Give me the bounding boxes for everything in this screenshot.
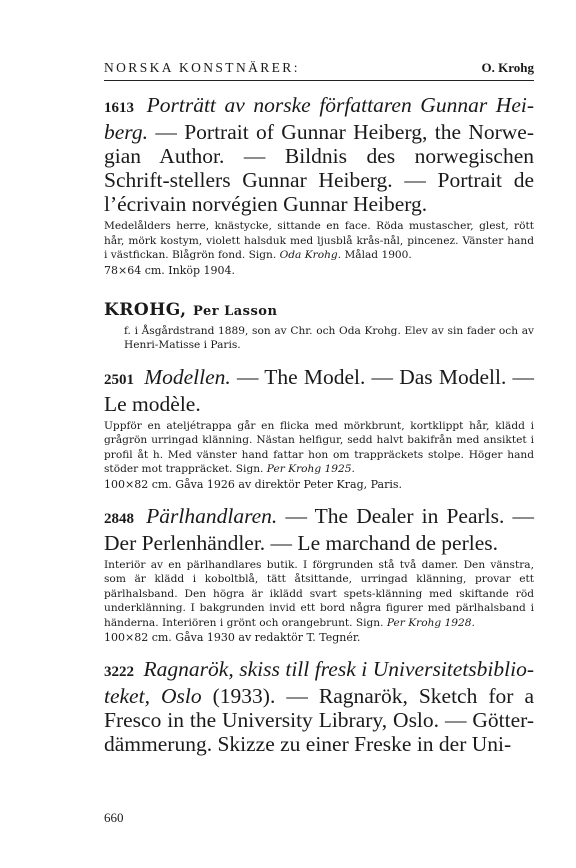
catalog-page xyxy=(104,60,534,756)
entry-description: Medelålders herre, knästycke, sittande en face. Röda mustascher, glest, rött hår, mörk kostym, violett halsduk med ljusblå krås-nål, pincenez. Vänster hand i västfickan. Blågrön fond. Sign. xyxy=(104,220,534,261)
catalog-entry xyxy=(104,365,534,492)
entry-dimensions: 78×64 cm. Inköp 1904. xyxy=(104,263,236,277)
entry-number: 2501 xyxy=(104,371,134,388)
catalog-entry xyxy=(104,93,534,278)
entry-translations: — The Dealer in Pearls. — Der Perlenhändler. — Le marchand de perles. xyxy=(104,503,535,555)
entry-title: Modellen. xyxy=(144,364,231,389)
entry-description-block xyxy=(104,419,534,477)
entry-description: Uppför en ateljétrappa går en flicka med mörkbrunt, kortklippt hår, klädd i grågrön urringad klänning. Nästan helfigur, sedd halvt bakifrån med ansiktet i profil åt h. Med vänster hand fattar hon om trappräckets stolpe. Höger hand stöder mot trappräcket. Sign. xyxy=(104,419,534,475)
header-artist: O. Krohg xyxy=(481,60,534,75)
catalog-entry xyxy=(104,657,534,756)
entry-description-block xyxy=(104,558,534,631)
running-header xyxy=(104,60,534,81)
entry-signature: Oda Krohg. xyxy=(279,249,342,261)
catalog-entry xyxy=(104,504,534,646)
entry-description: Interiör av en pärlhandlares butik. I förgrunden stå två damer. Den vänstra, som är klädd i koboltblå, tätt åtsittande, urringad klänning, provar ett pärlhalsband. Den högra är iklädd svart spets-klänning med skiftande röd underklänning. I bakgrunden invid ett bord några figurer med pärlhalsband i händerna. Interiören i grönt och orangebrunt. Sign. xyxy=(104,558,534,629)
entry-signature: Per Krohg 1928. xyxy=(386,616,475,629)
entry-number: 1613 xyxy=(104,100,134,116)
entry-title-block xyxy=(104,93,534,216)
entry-translations: — Portrait of Gunnar Heiberg, the Norwe-gian Author. — Bildnis des norwegischen Schrift-stellers Gunnar Heiberg. — Portrait de l’écrivain norvégien Gunnar Heiberg. xyxy=(104,120,535,216)
artist-given-name: Per Lasson xyxy=(193,303,278,319)
entry-title: Pärlhandlaren. xyxy=(146,503,278,528)
entry-number: 2848 xyxy=(104,510,134,527)
entry-dimensions: 100×82 cm. Gåva 1930 av redaktör T. Tegnér. xyxy=(104,631,361,644)
entry-description-block xyxy=(104,219,534,263)
entry-dimensions: 100×82 cm. Gåva 1926 av direktör Peter Krag, Paris. xyxy=(104,477,403,491)
entry-title: Porträtt av norske författaren Gunnar Hei-berg. xyxy=(104,93,534,144)
entry-title: Ragnarök, skiss till fresk i Universitetsbiblio-teket, Oslo xyxy=(104,657,534,708)
entry-signature: Per Krohg 1925. xyxy=(266,463,355,475)
entry-title-block xyxy=(104,504,534,555)
artist-bio: f. i Åsgårdstrand 1889, son av Chr. och Oda Krohg. Elev av sin fader och av Henri-Matisse i Paris. xyxy=(124,324,534,351)
entry-translations: (1933). — Ragnarök, Sketch for a Fresco in the University Library, Oslo. — Götter-dämmerung. Skizze zu einer Freske in der Uni- xyxy=(104,684,534,756)
page-number: 660 xyxy=(104,810,124,825)
entry-painted-note: Målad 1900. xyxy=(344,249,412,261)
entry-translations: — The Model. — Das Modell. — Le modèle. xyxy=(104,364,535,416)
entry-title-block xyxy=(104,365,534,416)
artist-heading xyxy=(104,300,534,320)
artist-surname: KROHG, xyxy=(104,299,187,320)
entry-number: 3222 xyxy=(104,664,134,680)
section-title: NORSKA KONSTNÄRER: xyxy=(104,60,300,75)
entry-title-block xyxy=(104,657,534,756)
